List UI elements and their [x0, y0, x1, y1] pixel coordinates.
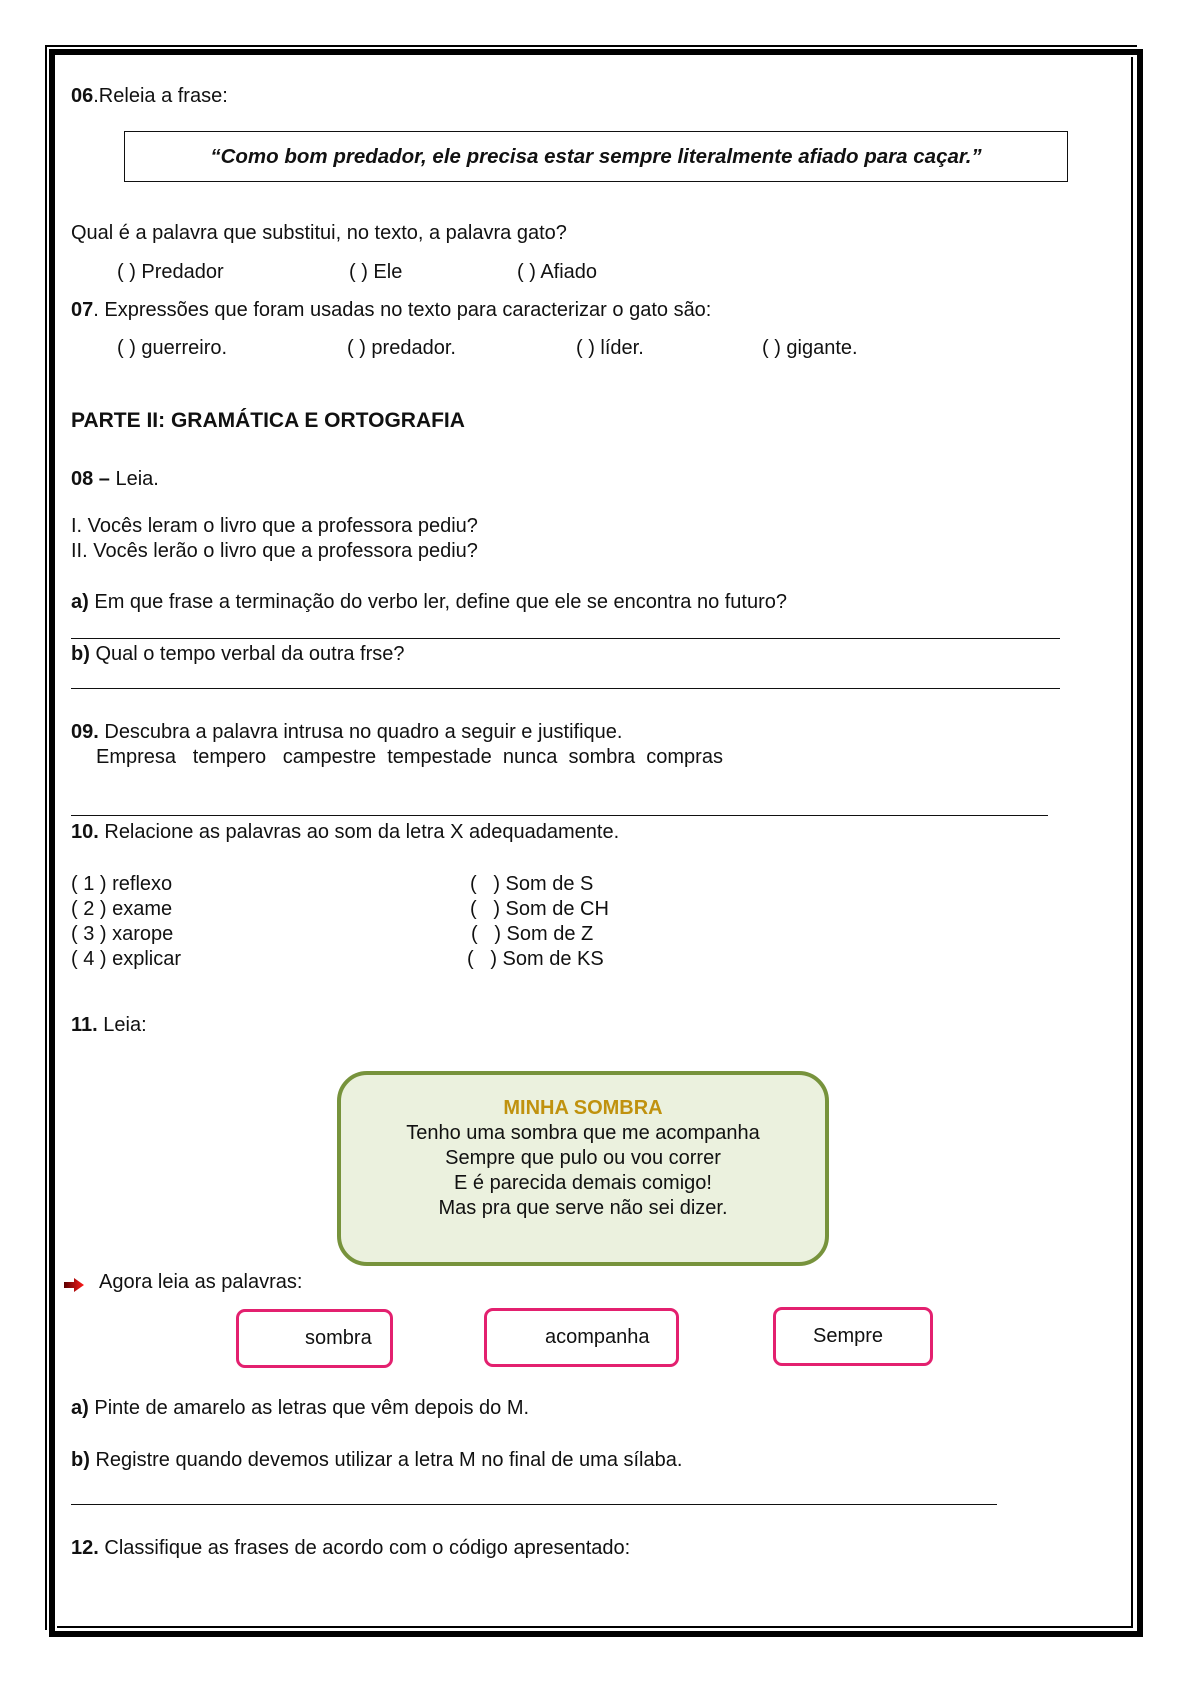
q07-option-predador[interactable]: ( ) predador. — [347, 337, 456, 359]
q07-option-lider[interactable]: ( ) líder. — [576, 337, 644, 359]
q09-prompt: Descubra a palavra intrusa no quadro a seguir e justifique. — [98, 721, 623, 743]
q11-a-label: a) — [71, 1397, 89, 1419]
q12-prompt: Classifique as frases de acordo com o código apresentado: — [98, 1537, 631, 1559]
q10-right-3[interactable]: ( ) Som de Z — [471, 923, 594, 945]
q11-b-label: b) — [71, 1449, 90, 1471]
q08-item-b — [71, 644, 405, 664]
poem-line-4: Mas pra que serve não sei dizer. — [438, 1197, 728, 1219]
q06-quote: “Como bom predador, ele precisa estar sempre literalmente afiado para caçar.” — [210, 144, 982, 168]
q08-b-label: b) — [71, 643, 90, 665]
q10-left-4: ( 4 ) explicar — [71, 948, 182, 970]
q09-word-list: Empresa tempero campestre tempestade nunca sombra compras — [96, 746, 723, 768]
q12-number: 12. — [71, 1537, 99, 1559]
section-title-part2: PARTE II: GRAMÁTICA E ORTOGRAFIA — [71, 409, 465, 432]
q08-a-answer-line[interactable] — [71, 638, 1060, 639]
q11-heading — [71, 1015, 147, 1035]
q11-item-b — [71, 1450, 682, 1470]
red-arrow-icon — [64, 1278, 84, 1292]
q10-number: 10. — [71, 821, 99, 843]
q07-prompt: . Expressões que foram usadas no texto para caracterizar o gato são: — [93, 299, 712, 321]
q12-heading — [71, 1538, 630, 1558]
q11-b-text: Registre quando devemos utilizar a letra M no final de uma sílaba. — [89, 1449, 683, 1471]
q07-heading — [71, 300, 711, 320]
q10-right-4[interactable]: ( ) Som de KS — [467, 948, 604, 970]
q11-instruction: Agora leia as palavras: — [99, 1271, 303, 1293]
word-box-sempre — [773, 1307, 933, 1366]
q08-sentence-1: I. Vocês leram o livro que a professora pediu? — [71, 515, 478, 537]
q10-left-1: ( 1 ) reflexo — [71, 873, 173, 895]
q09-heading — [71, 722, 622, 742]
q10-left-2: ( 2 ) exame — [71, 898, 173, 920]
word-acompanha: acompanha — [545, 1326, 650, 1348]
q08-item-a — [71, 592, 787, 612]
q06-heading — [71, 86, 228, 106]
q08-heading — [71, 469, 159, 489]
q06-option-predador[interactable]: ( ) Predador — [117, 261, 224, 283]
q11-a-text: Pinte de amarelo as letras que vêm depois do M. — [88, 1397, 530, 1419]
poem-title: MINHA SOMBRA — [503, 1097, 663, 1119]
q11-prompt: Leia: — [97, 1014, 147, 1036]
q11-item-a — [71, 1398, 529, 1418]
q09-answer-line[interactable] — [71, 815, 1048, 816]
q08-prompt: Leia. — [109, 468, 159, 490]
poem-line-2: Sempre que pulo ou vou correr — [445, 1147, 721, 1169]
word-box-acompanha — [484, 1308, 679, 1367]
q08-b-text: Qual o tempo verbal da outra frse? — [89, 643, 405, 665]
q08-b-answer-line[interactable] — [71, 688, 1060, 689]
q08-a-label: a) — [71, 591, 89, 613]
word-sombra: sombra — [305, 1327, 372, 1349]
q07-option-gigante[interactable]: ( ) gigante. — [762, 337, 858, 359]
q11-b-answer-line[interactable] — [71, 1504, 997, 1505]
q10-heading — [71, 822, 619, 842]
q08-a-text: Em que frase a terminação do verbo ler, define que ele se encontra no futuro? — [88, 591, 788, 613]
q06-option-afiado[interactable]: ( ) Afiado — [517, 261, 598, 283]
q07-option-guerreiro[interactable]: ( ) guerreiro. — [117, 337, 228, 359]
q11-number: 11. — [71, 1014, 98, 1036]
q08-sentence-2: II. Vocês lerão o livro que a professora pediu? — [71, 540, 478, 562]
poem-line-3: E é parecida demais comigo! — [454, 1172, 712, 1194]
q08-number: 08 – — [71, 468, 110, 490]
q09-number: 09. — [71, 721, 99, 743]
poem-box — [337, 1071, 829, 1266]
q06-number: 06 — [71, 85, 94, 107]
word-box-sombra — [236, 1309, 393, 1368]
q06-option-ele[interactable]: ( ) Ele — [349, 261, 403, 283]
word-sempre: Sempre — [813, 1325, 884, 1347]
q10-right-1[interactable]: ( ) Som de S — [470, 873, 594, 895]
q06-question: Qual é a palavra que substitui, no texto, a palavra gato? — [71, 222, 567, 244]
q06-quote-box — [124, 131, 1068, 182]
q10-prompt: Relacione as palavras ao som da letra X adequadamente. — [98, 821, 620, 843]
q07-number: 07 — [71, 299, 94, 321]
q10-left-3: ( 3 ) xarope — [71, 923, 174, 945]
q06-prompt: .Releia a frase: — [93, 85, 228, 107]
poem-line-1: Tenho uma sombra que me acompanha — [406, 1122, 760, 1144]
q10-right-2[interactable]: ( ) Som de CH — [470, 898, 609, 920]
